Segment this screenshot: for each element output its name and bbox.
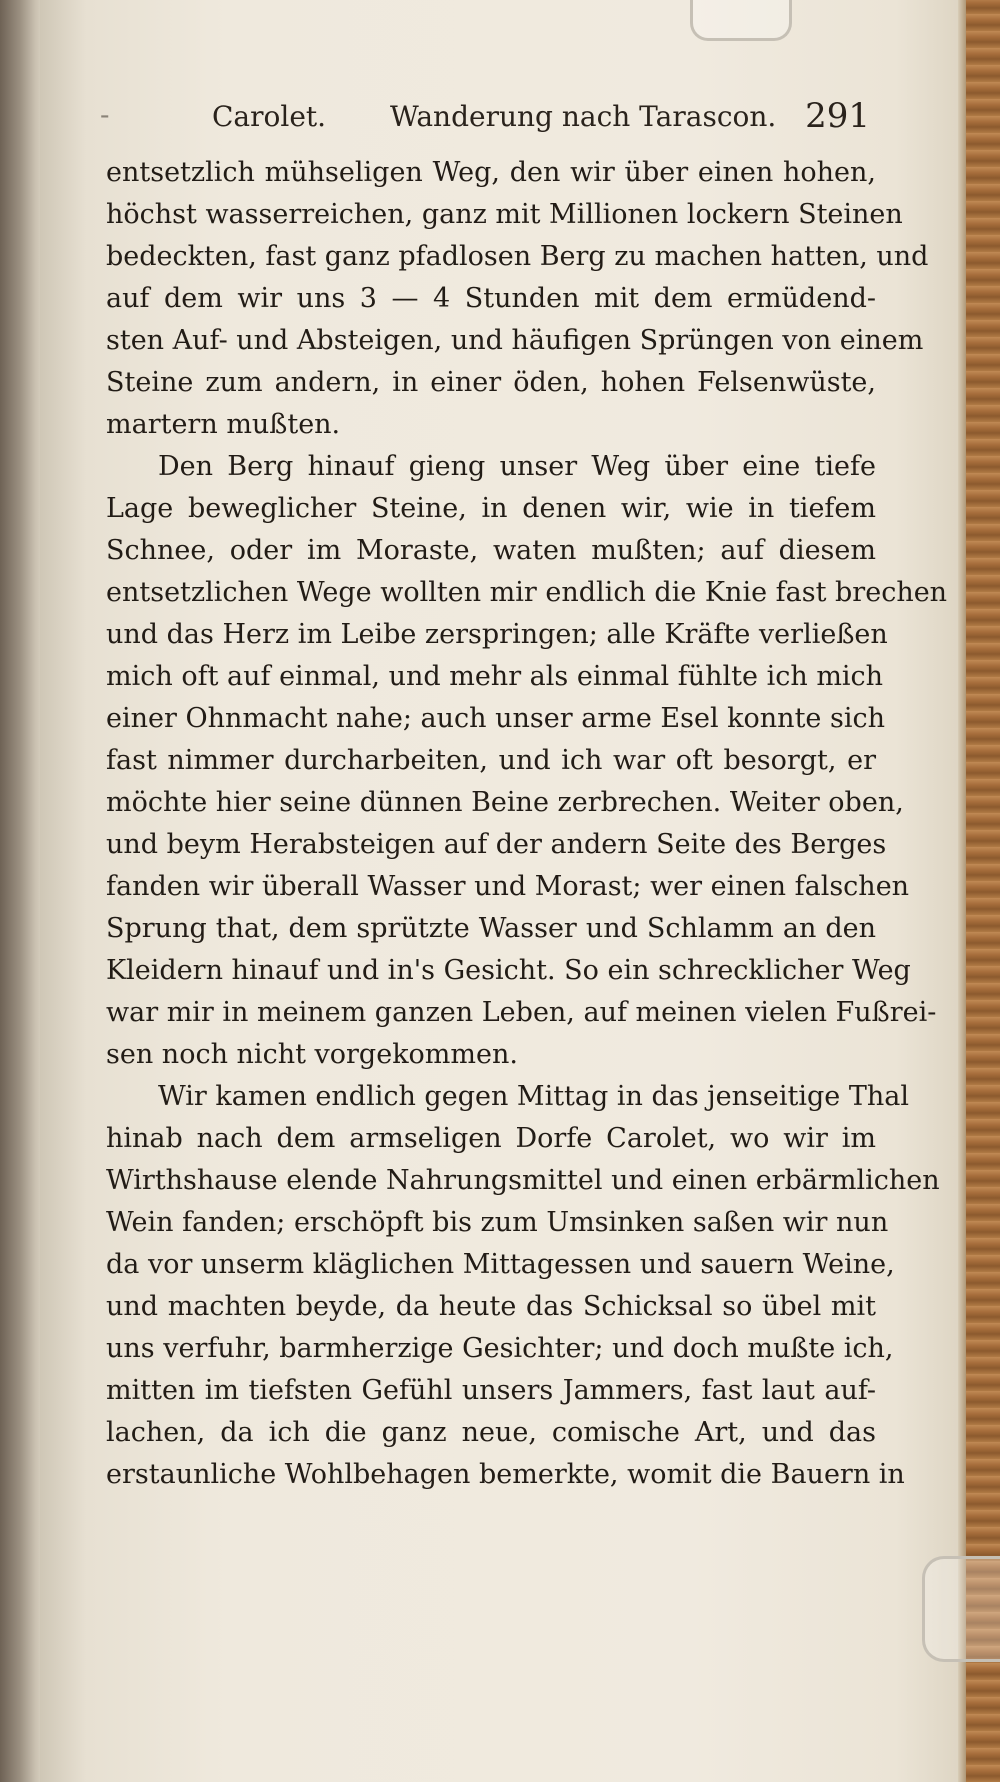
text-line: fanden wir überall Wasser und Morast; wer einen falschen — [106, 871, 910, 902]
text-line: und beym Herabsteigen auf der andern Seite des Berges — [106, 829, 887, 860]
text-line: Sprung that, dem sprützte Wasser und Schlamm an den — [106, 913, 876, 944]
text-line: mitten im tiefsten Gefühl unsers Jammers, fast laut auf- — [106, 1375, 876, 1406]
book-cover-edge — [966, 0, 1000, 1782]
text-line: auf dem wir uns 3 — 4 Stunden mit dem ermüdend- — [106, 283, 876, 314]
page-body — [106, 152, 948, 1496]
text-line: entsetzlichen Wege wollten mir endlich die Knie fast brechen — [106, 577, 948, 608]
text-line: sen noch nicht vorgekommen. — [106, 1039, 518, 1070]
text-line: sten Auf- und Absteigen, und häufigen Sprüngen von einem — [106, 325, 924, 356]
text-line: da vor unserm kläglichen Mittagessen und sauern Weine, — [106, 1249, 895, 1280]
text-line: Den Berg hinauf gieng unser Weg über eine tiefe — [158, 451, 876, 482]
text-line: mich oft auf einmal, und mehr als einmal fühlte ich mich — [106, 661, 884, 692]
text-line: und machten beyde, da heute das Schicksal so übel mit — [106, 1291, 876, 1322]
text-line: uns verfuhr, barmherzige Gesichter; und doch mußte ich, — [106, 1333, 894, 1364]
page-number: 291 — [805, 96, 870, 136]
text-line: einer Ohnmacht nahe; auch unser arme Esel konnte sich — [106, 703, 885, 734]
text-line: höchst wasserreichen, ganz mit Millionen lockern Steinen — [106, 199, 903, 230]
text-line: Wein fanden; erschöpft bis zum Umsinken saßen wir nun — [106, 1207, 889, 1238]
text-line: martern mußten. — [106, 409, 341, 440]
text-line: war mir in meinem ganzen Leben, auf meinen vielen Fußrei- — [106, 997, 937, 1028]
paragraph — [106, 152, 929, 446]
text-line: fast nimmer durcharbeiten, und ich war oft besorgt, er — [106, 745, 876, 776]
text-line: Wirthshause elende Nahrungsmittel und einen erbärmlichen — [106, 1165, 940, 1196]
text-line: Steine zum andern, in einer öden, hohen Felsenwüste, — [106, 367, 876, 398]
text-line: entsetzlich mühseligen Weg, den wir über einen hohen, — [106, 157, 876, 188]
page-clip-top — [690, 0, 792, 41]
text-line: Lage beweglicher Steine, in denen wir, wie in tiefem — [106, 493, 876, 524]
text-line: hinab nach dem armseligen Dorfe Carolet, wo wir im — [106, 1123, 876, 1154]
paragraph — [106, 446, 948, 1076]
book-gutter — [0, 0, 44, 1782]
text-line: Schnee, oder im Moraste, waten mußten; auf diesem — [106, 535, 876, 566]
header-title: Wanderung nach Tarascon. — [390, 100, 777, 133]
text-line: Kleidern hinauf und in's Gesicht. So ein schrecklicher Weg — [106, 955, 911, 986]
text-line: lachen, da ich die ganz neue, comische Art, und das — [106, 1417, 876, 1448]
running-header — [100, 96, 880, 146]
header-chapter: Carolet. — [212, 100, 327, 133]
text-line: möchte hier seine dünnen Beine zerbrechen. Weiter oben, — [106, 787, 904, 818]
text-line: bedeckten, fast ganz pfadlosen Berg zu machen hatten, und — [106, 241, 929, 272]
paragraph — [106, 1076, 940, 1496]
text-line: Wir kamen endlich gegen Mittag in das jenseitige Thal — [158, 1081, 909, 1112]
page-clip-right — [922, 1556, 1000, 1662]
header-dash: - — [100, 98, 110, 131]
text-line: erstaunliche Wohlbehagen bemerkte, womit die Bauern in — [106, 1459, 905, 1490]
text-line: und das Herz im Leibe zerspringen; alle Kräfte verließen — [106, 619, 888, 650]
